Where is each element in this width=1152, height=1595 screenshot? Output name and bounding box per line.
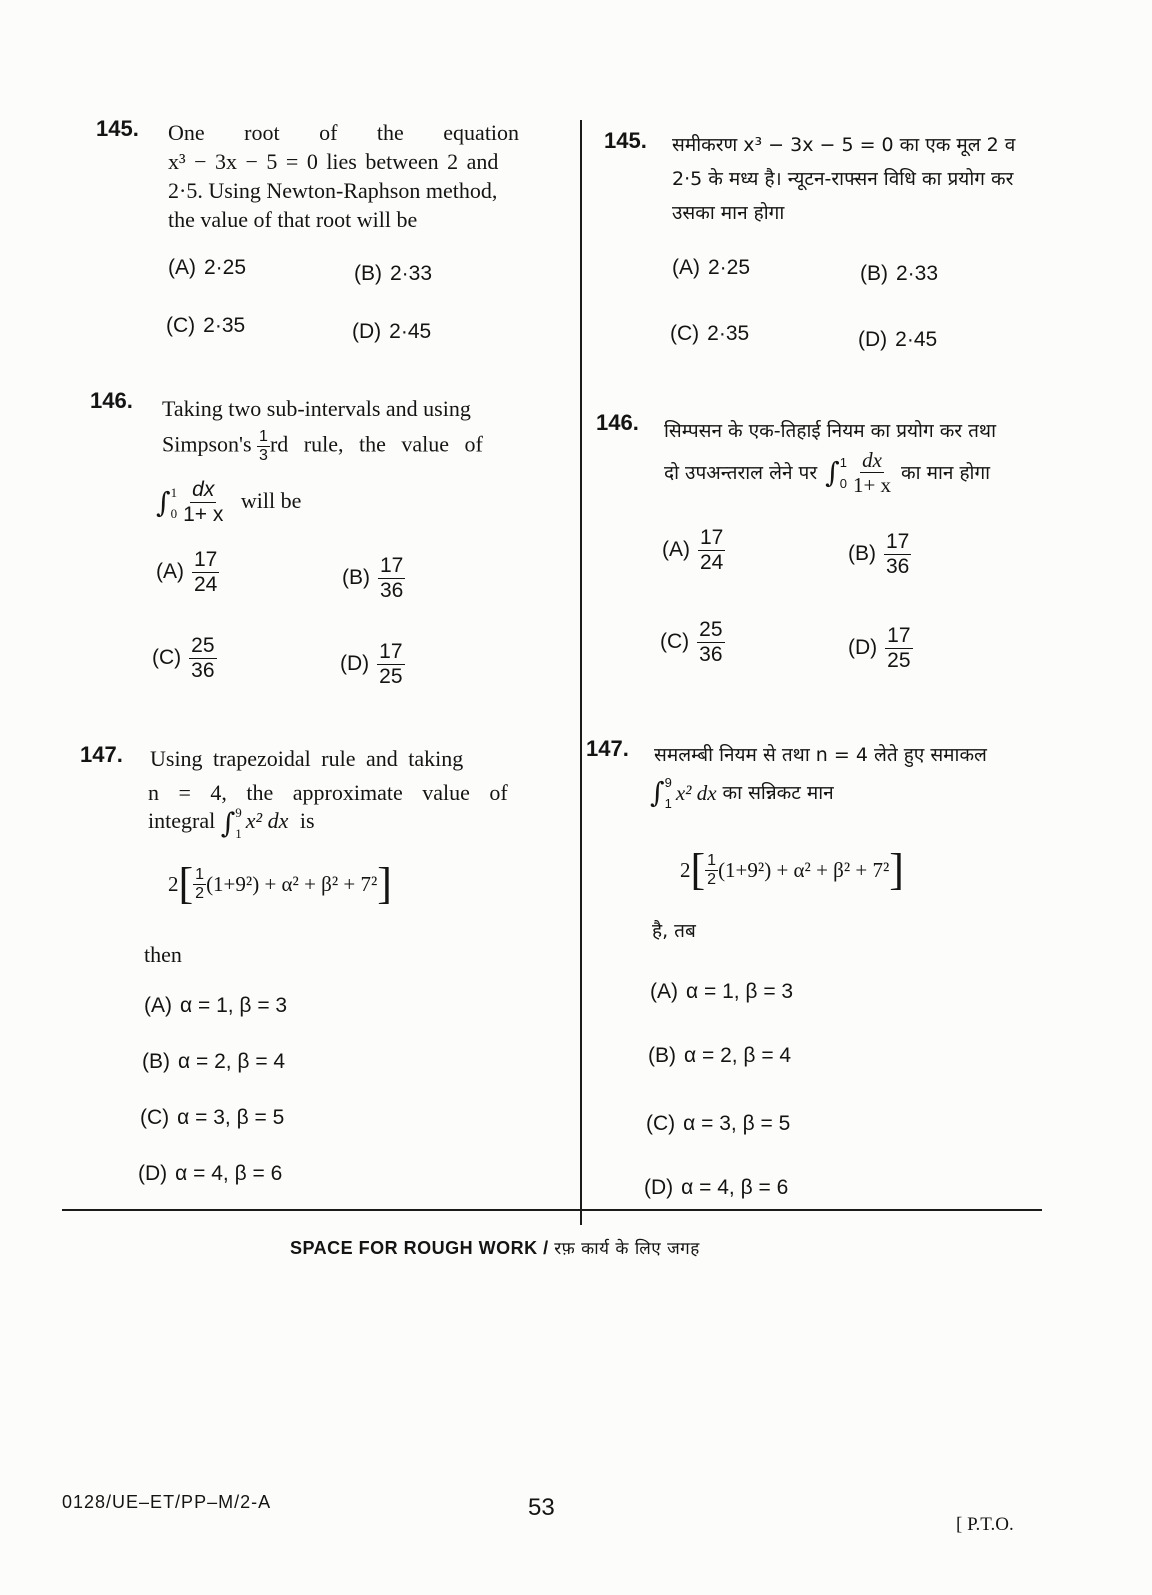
integrand-fraction: $\frac{dx}{1+ x}$ [183, 478, 224, 526]
formula-prefix: 2 [680, 857, 691, 882]
q145-number-hi: 145. [604, 128, 647, 153]
integral-label: integral [148, 808, 216, 834]
q145-line1: One root of the equation [168, 120, 520, 145]
integral-limits: 1 0 [839, 454, 847, 491]
option-label: (D) [644, 1176, 674, 1199]
option-fraction: $\frac{25}{36}$ [699, 618, 723, 666]
option-value: 2·33 [896, 262, 939, 285]
q146-option-c-en [152, 634, 217, 683]
option-label: (A) [672, 256, 700, 279]
option-value: 2·25 [708, 256, 751, 279]
q146-number-en: 146. [90, 388, 133, 413]
option-label: (A) [168, 256, 196, 279]
integrand: x² dx [245, 808, 289, 834]
q145-option-b-hi [860, 262, 938, 286]
integral-sign: ∫ [220, 806, 236, 840]
option-value: α = 1, β = 3 [180, 994, 288, 1017]
option-label: (C) [646, 1112, 676, 1135]
option-value: α = 2, β = 4 [178, 1050, 286, 1073]
q145-line4: the value of that root will be [168, 207, 418, 232]
integral-is: is [299, 808, 315, 834]
option-label: (C) [140, 1106, 170, 1129]
integrand: x² dx [675, 781, 717, 805]
q147-option-a-en [144, 994, 287, 1018]
option-value: 2·45 [389, 320, 432, 343]
q146-option-b-hi [848, 530, 911, 579]
q147-option-d-hi [644, 1176, 788, 1200]
q146-line2-en [162, 428, 483, 465]
option-label: (A) [650, 980, 678, 1003]
q146-line1-en: Taking two sub-intervals and using [162, 396, 471, 421]
option-fraction: $\frac{17}{25}$ [887, 624, 911, 672]
option-label: (D) [138, 1162, 168, 1185]
option-label: (A) [662, 538, 690, 562]
option-value: α = 1, β = 3 [686, 980, 794, 1003]
option-label: (D) [352, 320, 382, 343]
integral-sign: ∫ [156, 486, 171, 519]
q146-option-d-hi [848, 624, 913, 673]
q147-formula-en: 2 [ $\frac{1}{2}$ (1+9²) + α² + β² + 7² ] [168, 859, 392, 908]
option-label: (D) [340, 652, 370, 676]
q146-hi-line2 [664, 448, 990, 497]
option-fraction: $\frac{17}{36}$ [380, 554, 404, 602]
rough-work-en: SPACE FOR ROUGH WORK / [290, 1238, 549, 1258]
q147-then-en: then [144, 942, 182, 967]
option-label: (D) [848, 636, 878, 660]
column-divider [580, 120, 582, 1225]
option-value: 2·25 [204, 256, 247, 279]
q147-line2-en: n = 4, the approximate value of [148, 780, 508, 805]
formula-body: (1+9²) + α² + β² + 7² [206, 871, 378, 896]
q147-option-a-hi [650, 980, 793, 1004]
q147-option-c-hi [646, 1112, 790, 1136]
option-fraction: $\frac{17}{24}$ [194, 548, 218, 596]
half-fraction: $\frac{1}{2}$ [707, 851, 717, 888]
integral-sign: ∫ [825, 455, 840, 489]
q145-option-d-hi [858, 328, 937, 352]
q147-number-hi: 147. [586, 736, 629, 761]
q145-option-c-hi [670, 322, 749, 346]
option-label: (A) [144, 994, 172, 1017]
option-label: (C) [670, 322, 700, 345]
q146-integral-en [156, 478, 301, 527]
option-label: (C) [166, 314, 196, 337]
q147-hi-line2 [650, 776, 834, 810]
formula-prefix: 2 [168, 871, 179, 896]
option-value: 2·33 [390, 262, 433, 285]
integral-sign: ∫ [650, 776, 665, 809]
simpson-pre: Simpson's [162, 431, 252, 457]
q147-formula-hi: 2 [ $\frac{1}{2}$ (1+9²) + α² + β² + 7² ] [680, 845, 904, 894]
option-value: α = 2, β = 4 [684, 1044, 792, 1067]
q147-line1-en: Using trapezoidal rule and taking [150, 746, 464, 771]
option-value: 2·35 [707, 322, 750, 345]
integral-limits: 1 0 [170, 484, 178, 521]
q145-option-d-en [352, 320, 431, 344]
one-third-fraction: $\frac{1}{3}$ [259, 428, 268, 464]
option-value: α = 3, β = 5 [177, 1106, 285, 1129]
q147-option-d-en [138, 1162, 282, 1186]
option-label: (B) [848, 542, 876, 566]
q145-option-a-en [168, 256, 246, 280]
option-label: (B) [142, 1050, 170, 1073]
option-fraction: $\frac{17}{36}$ [886, 530, 910, 578]
option-value: α = 3, β = 5 [683, 1112, 791, 1135]
option-label: (B) [860, 262, 888, 285]
q145-hi-line1: समीकरण x³ − 3x − 5 = 0 का एक मूल 2 व [672, 134, 1016, 156]
q146-hi-line1: सिम्पसन के एक-तिहाई नियम का प्रयोग कर तथा [664, 420, 996, 442]
will-be: will be [240, 487, 302, 513]
q146-option-c-hi [660, 618, 725, 667]
q147-line3-en [148, 806, 315, 840]
simpson-post: rd rule, the value of [269, 431, 483, 457]
option-fraction: $\frac{17}{25}$ [379, 640, 403, 688]
q147-then-hi: है, तब [652, 920, 696, 942]
option-label: (C) [660, 630, 690, 654]
rough-work-caption [290, 1236, 700, 1259]
q147-option-b-hi [648, 1044, 791, 1068]
q145-option-c-en [166, 314, 245, 338]
q146-option-a-en [156, 548, 219, 597]
q145-line3: 2·5. Using Newton-Raphson method, [168, 178, 498, 203]
option-value: α = 4, β = 6 [175, 1162, 283, 1185]
footer-rule [62, 1209, 1042, 1211]
option-value: 2·35 [203, 314, 246, 337]
q146-option-a-hi [662, 526, 725, 575]
q146-option-b-en [342, 554, 405, 603]
half-fraction: $\frac{1}{2}$ [195, 865, 205, 902]
q145-text-hi [672, 128, 1082, 230]
q146-hi-post: का मान होगा [901, 461, 991, 484]
option-value: α = 4, β = 6 [681, 1176, 789, 1199]
q145-option-a-hi [672, 256, 750, 280]
q146-number-hi: 146. [596, 410, 639, 435]
integrand-fraction: $\frac{dx}{1+ x}$ [852, 448, 892, 497]
q146-hi-pre: दो उपअन्तराल लेने पर [664, 461, 818, 484]
option-value: 2·45 [895, 328, 938, 351]
rough-work-hi: रफ़ कार्य के लिए जगह [554, 1239, 700, 1259]
option-label: (D) [858, 328, 888, 351]
option-label: (B) [648, 1044, 676, 1067]
option-fraction: $\frac{25}{36}$ [191, 634, 215, 682]
formula-body: (1+9²) + α² + β² + 7² [718, 857, 890, 882]
q145-number-en: 145. [96, 116, 139, 141]
integral-limits: 9 1 [664, 775, 672, 811]
option-label: (B) [354, 262, 382, 285]
integral-limits: 9 1 [235, 805, 242, 841]
q145-option-b-en [354, 262, 432, 286]
option-fraction: $\frac{17}{24}$ [700, 526, 724, 574]
q147-option-b-en [142, 1050, 285, 1074]
q147-number-en: 147. [80, 742, 123, 767]
option-label: (B) [342, 566, 370, 590]
q147-hi-post: का सन्निकट मान [722, 782, 834, 804]
q147-hi-line1: समलम्बी नियम से तथा n = 4 लेते हुए समाकल [654, 744, 987, 766]
paper-code: 0128/UE–ET/PP–M/2-A [62, 1492, 272, 1512]
q145-line2: x³ − 3x − 5 = 0 lies between 2 and [168, 149, 499, 174]
q147-option-c-en [140, 1106, 284, 1130]
q146-option-d-en [340, 640, 405, 689]
pto-mark: [ P.T.O. [956, 1514, 1014, 1535]
q145-hi-line3: उसका मान होगा [672, 202, 785, 224]
q145-text-en [168, 118, 568, 234]
q145-hi-line2: 2·5 के मध्य है। न्यूटन-राफ्सन विधि का प्रयोग कर [672, 168, 1014, 190]
option-label: (A) [156, 560, 184, 584]
option-label: (C) [152, 646, 182, 670]
page-number: 53 [528, 1494, 555, 1521]
